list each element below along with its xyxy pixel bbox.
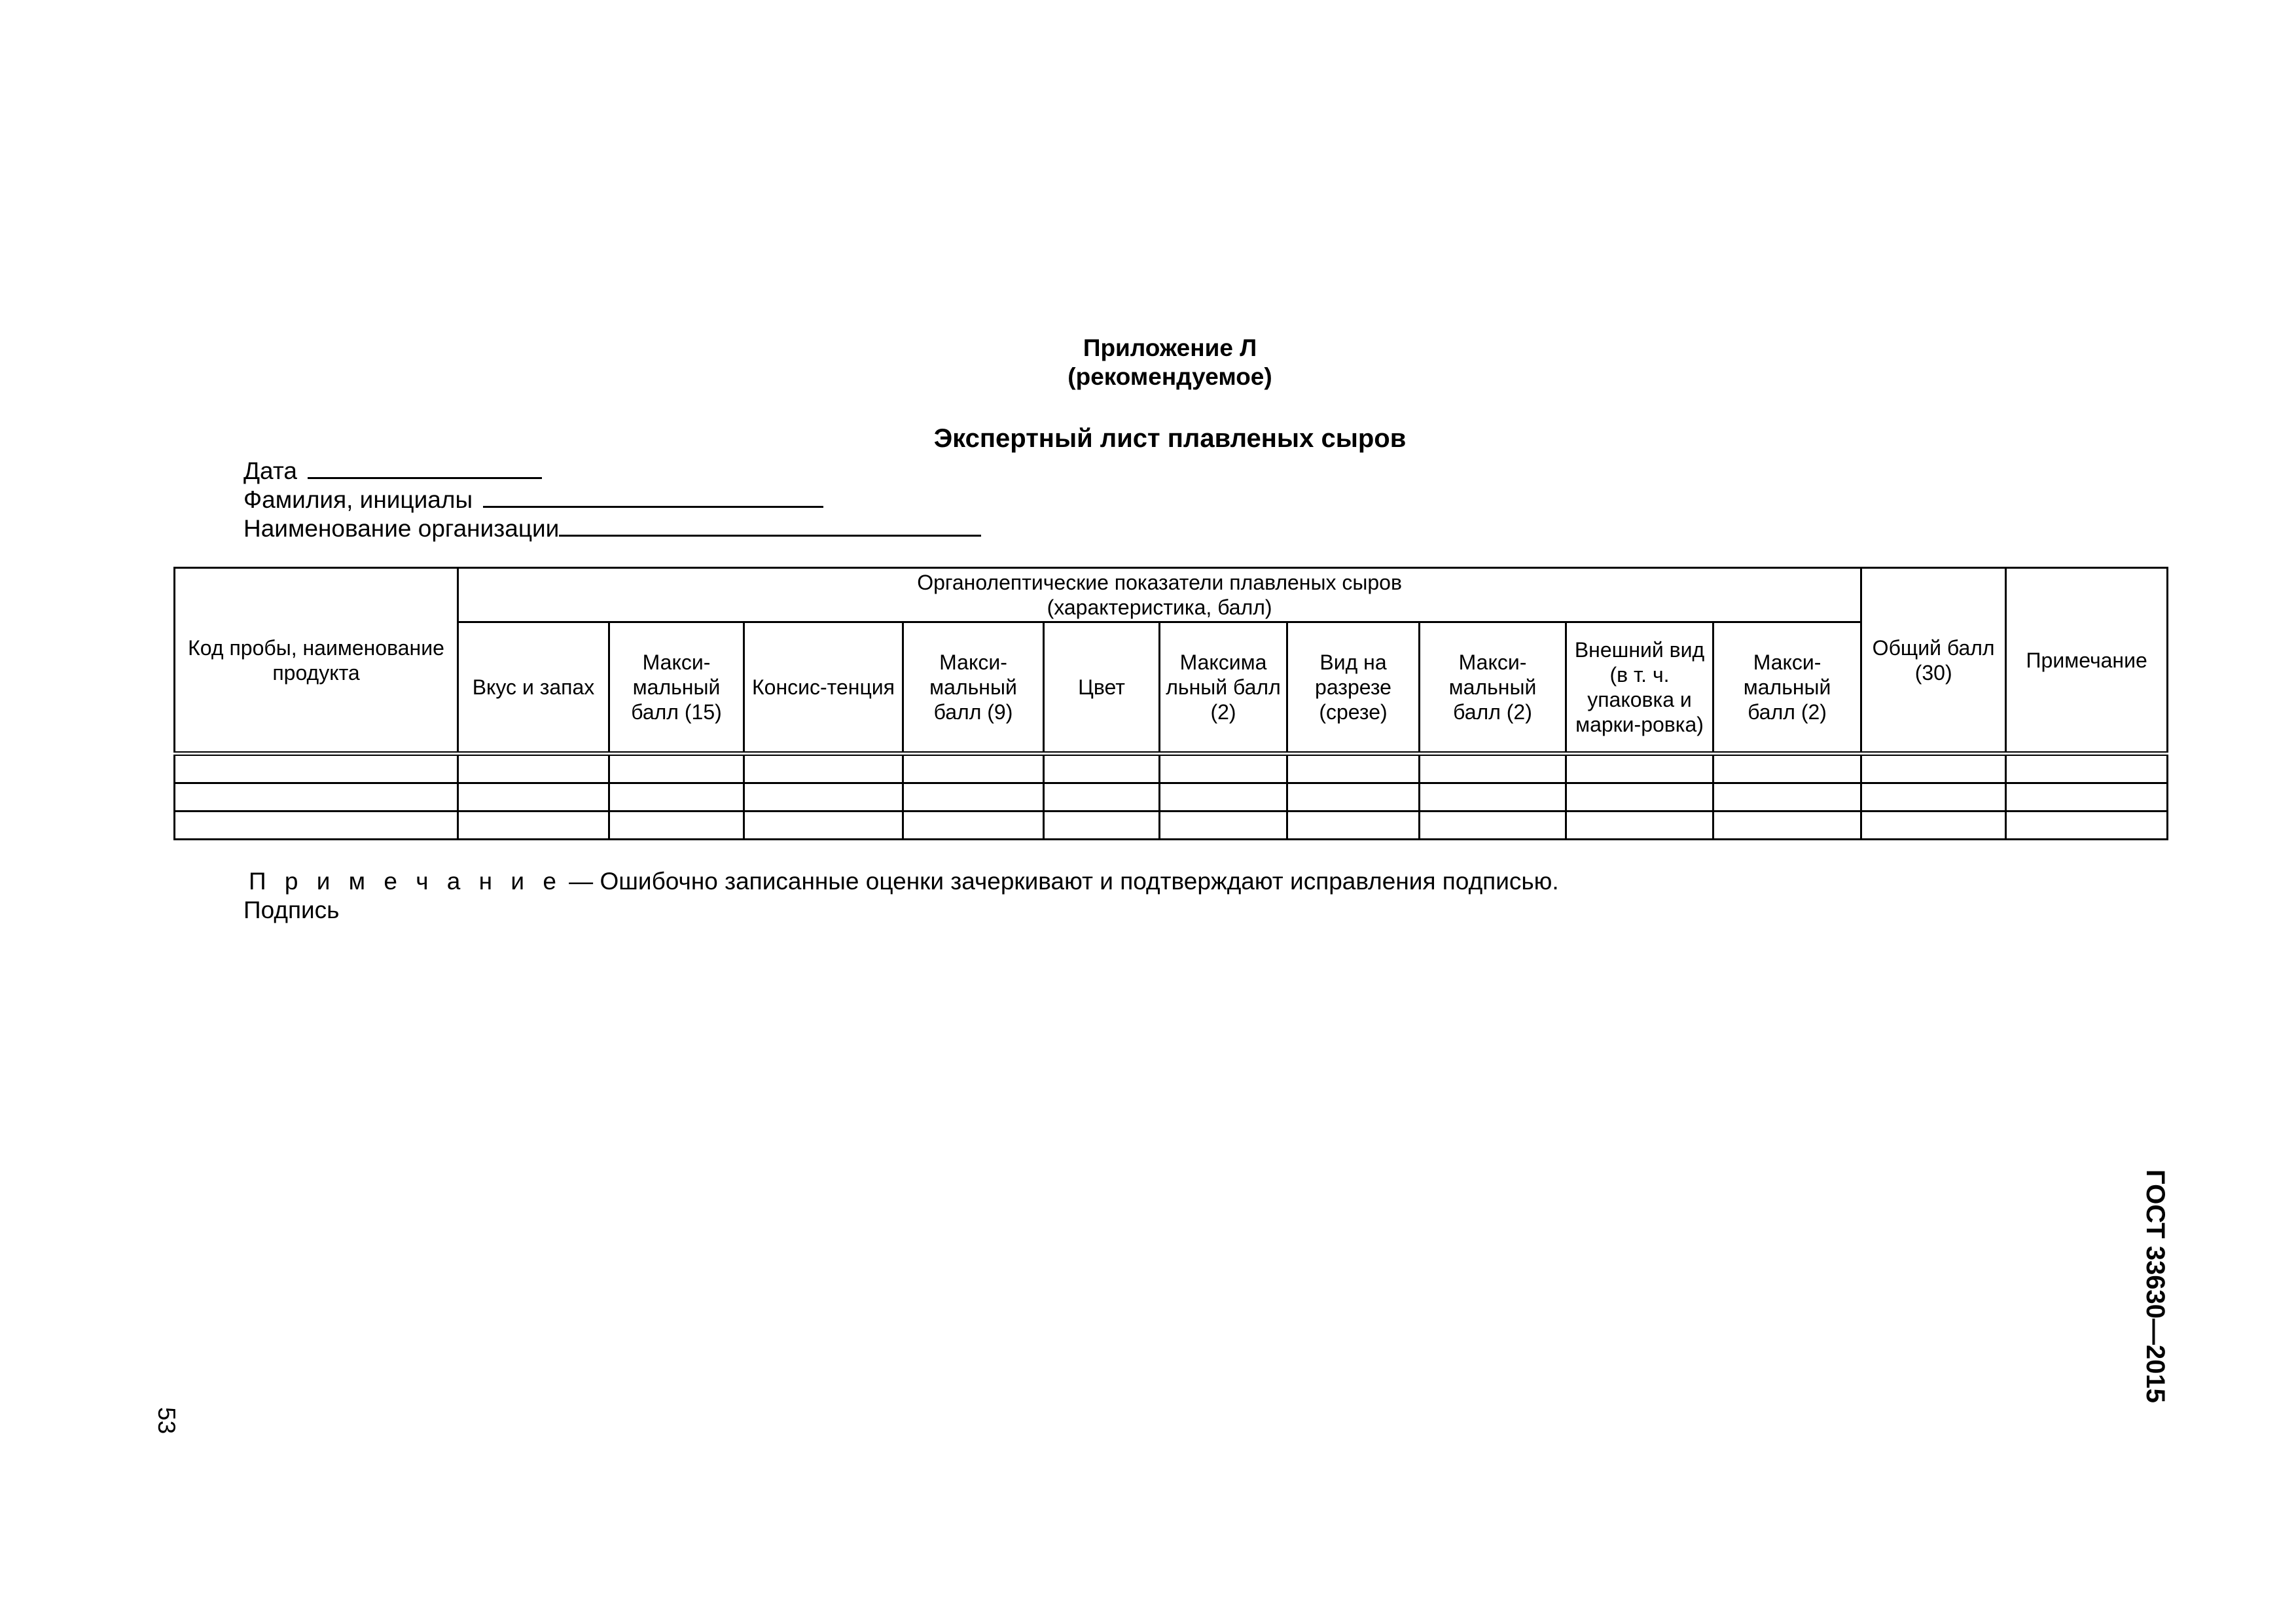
table-cell[interactable] (1160, 783, 1287, 812)
table-cell[interactable] (744, 783, 903, 812)
table-cell[interactable] (2006, 754, 2168, 783)
appendix-subtitle: (рекомендуемое) (1067, 363, 1272, 390)
group-header-line2: (характеристика, балл) (1047, 596, 1272, 619)
table-cell[interactable] (1566, 754, 1713, 783)
table-cell[interactable] (903, 754, 1044, 783)
table-cell[interactable] (1160, 754, 1287, 783)
footnote-label: П р и м е ч а н и е (249, 868, 562, 895)
table-cell[interactable] (744, 812, 903, 840)
signature-label: Подпись (243, 897, 340, 923)
table-cell[interactable] (1861, 783, 2006, 812)
name-blank-line[interactable] (483, 484, 823, 508)
header-organoleptic-group (458, 568, 1861, 622)
table-cell[interactable] (903, 783, 1044, 812)
expert-sheet-table (173, 567, 2168, 840)
table-cell[interactable] (458, 754, 609, 783)
header-cut-view: Вид на разрезе (срезе) (1287, 622, 1420, 754)
table-cell[interactable] (1044, 812, 1160, 840)
table-cell[interactable] (609, 812, 744, 840)
org-blank-line[interactable] (559, 512, 981, 537)
table-cell[interactable] (1420, 754, 1566, 783)
table-cell[interactable] (1566, 812, 1713, 840)
header-max-score-15: Макси-мальный балл (15) (609, 622, 744, 754)
table-cell[interactable] (609, 754, 744, 783)
name-field (243, 484, 823, 514)
footnote-text: — Ошибочно записанные оценки зачеркивают и подтверждают исправления подписью. (562, 868, 1559, 895)
header-taste-smell: Вкус и запах (458, 622, 609, 754)
header-max-score-2-cut: Макси-мальный балл (2) (1420, 622, 1566, 754)
header-consistency: Консис-тенция (744, 622, 903, 754)
table-cell[interactable] (1713, 783, 1861, 812)
table-row (175, 783, 2168, 812)
date-blank-line[interactable] (308, 455, 542, 479)
org-field (243, 512, 981, 543)
table-cell[interactable] (2006, 812, 2168, 840)
table-cell[interactable] (1287, 812, 1420, 840)
table-row (175, 754, 2168, 783)
table-cell[interactable] (744, 754, 903, 783)
header-note: Примечание (2006, 568, 2168, 754)
table-cell[interactable] (458, 783, 609, 812)
table-cell[interactable] (609, 783, 744, 812)
header-max-score-2-color: Максима льный балл (2) (1160, 622, 1287, 754)
header-sample-code: Код пробы, наименование продукта (175, 568, 458, 754)
org-label: Наименование организации (243, 515, 560, 542)
header-total-score: Общий балл (30) (1861, 568, 2006, 754)
date-label: Дата (243, 457, 297, 484)
header-max-score-9: Макси-мальный балл (9) (903, 622, 1044, 754)
table-cell[interactable] (1044, 754, 1160, 783)
table-cell[interactable] (2006, 783, 2168, 812)
table-row (175, 812, 2168, 840)
table-cell[interactable] (175, 812, 458, 840)
table-cell[interactable] (1420, 783, 1566, 812)
standard-code: ГОСТ 33630—2015 (2141, 1169, 2170, 1403)
table-cell[interactable] (1566, 783, 1713, 812)
table-cell[interactable] (1287, 783, 1420, 812)
table-cell[interactable] (458, 812, 609, 840)
table-cell[interactable] (175, 783, 458, 812)
table-cell[interactable] (1861, 754, 2006, 783)
table-cell[interactable] (1420, 812, 1566, 840)
appendix-title: Приложение Л (1083, 334, 1257, 361)
header-appearance: Внешний вид (в т. ч. упаковка и марки-ровка) (1566, 622, 1713, 754)
table-cell[interactable] (903, 812, 1044, 840)
page-number: 53 (153, 1407, 180, 1435)
table-cell[interactable] (1713, 754, 1861, 783)
header-max-score-2-appearance: Макси-мальный балл (2) (1713, 622, 1861, 754)
table-cell[interactable] (1861, 812, 2006, 840)
table-cell[interactable] (1287, 754, 1420, 783)
footnote (249, 867, 1559, 896)
name-label: Фамилия, инициалы (243, 486, 473, 513)
header-color: Цвет (1044, 622, 1160, 754)
date-field (243, 455, 542, 486)
table-cell[interactable] (1713, 812, 1861, 840)
group-header-line1: Органолептические показатели плавленых сыров (917, 571, 1402, 594)
table-cell[interactable] (1160, 812, 1287, 840)
document-title: Экспертный лист плавленых сыров (933, 424, 1407, 453)
table-cell[interactable] (175, 754, 458, 783)
table-cell[interactable] (1044, 783, 1160, 812)
